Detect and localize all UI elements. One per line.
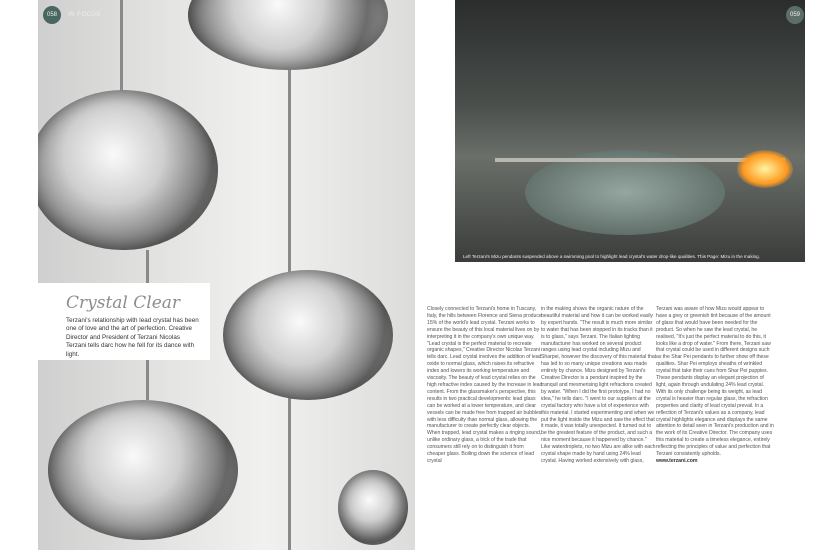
article-title: Crystal Clear [66, 293, 181, 313]
crystal-pendant [48, 400, 238, 540]
crystal-pendant [338, 470, 408, 545]
title-box [38, 283, 210, 360]
page-number-right: 059 [786, 6, 804, 24]
body-column-1: Closely connected to Terzani's home in Tuscany, Italy, the hills between Florence and Siena produce 15% of the world's lead crystal. Terzani works to ensure the beauty of this local material lives on by interpreting it in the company's own unique way. "Lead crystal is the perfect material to recreate organic shapes," Creative Director Nicolas Terzani tells darc. Lead crystal involves the addition of lead oxide to normal glass, which raises its refractive index and lowers its working temperature and viscosity. The beauty of lead crystal relies on the high refractive index caused by the increase in lead content. From the glassmaker's perspective, this results in two practical developments: lead glass can be worked at a lower temperature, and clear vessels can be made free from trapped air bubbles with less difficulty than normal glass, allowing the manufacturer to create perfectly clear objects. When trapped, lead crystal makes a ringing sound, unlike ordinary glass, a trick of the trade that consumers still rely on to distinguish it from cheaper glass. Boiling down the science of lead crystal [427, 306, 543, 464]
molten-glass [737, 150, 793, 188]
standfirst: Terzani's relationship with lead crystal has been one of love and the art of perfection. Creative Director and President of Terzani Nicolas Terzani tells darc how he fell for its dance with light. [66, 317, 199, 358]
right-page-photo [455, 0, 805, 262]
photo-caption: Left Terzani's Mizu pendants suspended above a swimming pool to highlight lead crystal's water drop-like qualities. This Page: Mizu in the making. [463, 254, 761, 259]
column-3-text: Terzani was aware of how Mizu would appear to have a grey or greenish tint because of the amount of glass that would have been needed for the product. So when he saw the lead crystal, he realised, "It's just the perfect material to do this, it looks like a drop of water." From there, Terzani saw that crystal could be used in different designs such as the Shar Pei pendants to further show off these qualities. Shar Pei employs sheaths of wrinkled crystal that take their cues from Shar Pei puppies. These pendants display an elegant projection of light, again through undulating 24% lead crystal. With its only challenge being its weight, as lead crystal is heavier than regular glass, the refraction properties and clarity of lead crystal prevail. In a reflection of Terzani's values as a company, lead crystal highlights elegance and displays the same attention to detail seen in Terzani's production and in the work of its Creative Director. The company uses this material to create a timeless elegance, entirely reflecting the principles of value and perfection that Terzani consistently upholds. [656, 306, 774, 458]
crystal-pendant [188, 0, 388, 70]
crystal-pendant [223, 270, 393, 400]
website-link[interactable]: www.terzani.com [656, 457, 698, 464]
body-column-2: in the making shows the organic nature of the beautiful material and how it can be worked easily by expert hands. "The result is much more similar to water that has been stopped in its tracks than it is to glass," says Terzani. The Italian lighting manufacturer has worked on several product ranges using lead crystal including Mizu and Sharpei, however the discovery of this material that has led to so many unique creations was made entirely by chance. Mizu designed by Terzani's Creative Director is a pendant inspired by the tranquil and mesmerising light refractions created by water. "When I did the first prototype, I had no idea," he tells darc. "I went to our suppliers at the crystal factory who have a lot of experience with this material. I started experimenting and when we put the light inside the Mizu and saw the effect that it made, it was totally unexpected. It turned out to be the greatest feature of the product, and such a nice moment because it happened by chance." Like waterdroplets, no two Mizu are alike with each crystal shape made by hand using 24% lead crystal. Having worked extensively with glass, [541, 306, 657, 464]
left-page-photo [38, 0, 415, 550]
section-label: IN FOCUS [68, 12, 101, 18]
page-number-left: 058 [43, 6, 61, 24]
water-pool [525, 150, 725, 235]
body-column-3 [656, 306, 774, 465]
crystal-pendant [38, 90, 218, 250]
